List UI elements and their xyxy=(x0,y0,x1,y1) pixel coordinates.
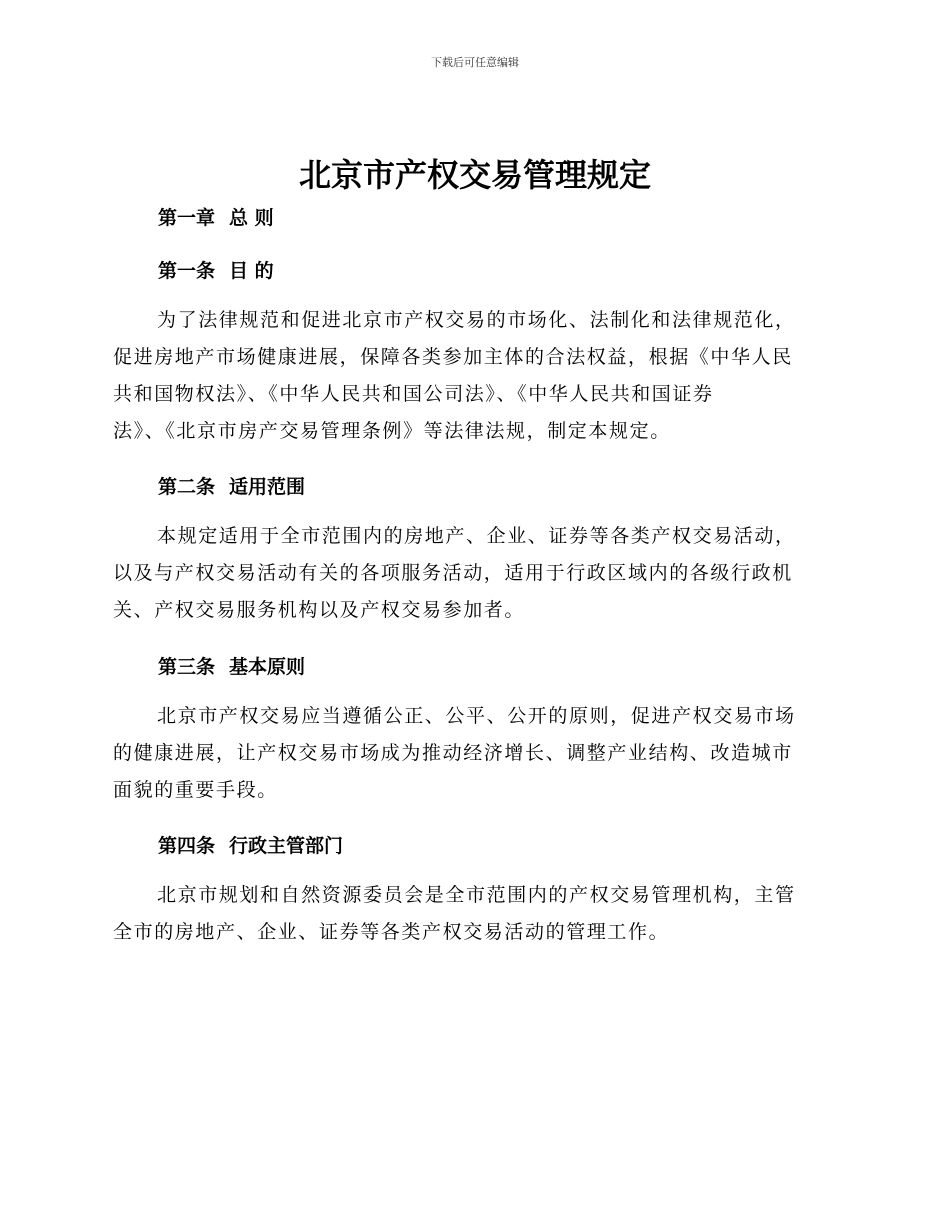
article-2-body xyxy=(113,518,829,629)
chapter-name: 总 则 xyxy=(229,207,274,229)
paragraph-line: 本规定适用于全市范围内的房地产、企业、证券等各类产权交易活动， xyxy=(157,525,796,547)
article-number: 第三条 xyxy=(158,656,216,678)
chapter-number: 第一章 xyxy=(158,207,216,229)
article-title: 行政主管部门 xyxy=(229,835,344,857)
paragraph-line: 共和国物权法》、《中华人民共和国公司法》、《中华人民共和国证券 xyxy=(113,383,714,405)
paragraph-line: 促进房地产市场健康进展，保障各类参加主体的合法权益，根据《中华人民 xyxy=(113,346,793,368)
article-3-heading xyxy=(158,652,305,679)
article-number: 第一条 xyxy=(158,260,216,282)
article-title: 目 的 xyxy=(229,260,274,282)
article-4-body xyxy=(113,877,829,951)
article-2-heading xyxy=(158,472,305,499)
article-title: 适用范围 xyxy=(229,476,306,498)
paragraph-line: 面貌的重要手段。 xyxy=(113,779,278,801)
paragraph-line: 北京市规划和自然资源委员会是全市范围内的产权交易管理机构，主管 xyxy=(157,884,796,906)
paragraph-line: 的健康进展，让产权交易市场成为推动经济增长、调整产业结构、改造城市 xyxy=(113,742,793,764)
document-title: 北京市产权交易管理规定 xyxy=(298,156,651,194)
article-title: 基本原则 xyxy=(229,656,306,678)
paragraph-line: 关、产权交易服务机构以及产权交易参加者。 xyxy=(113,599,526,621)
chapter-heading xyxy=(158,203,274,230)
article-1-heading xyxy=(158,256,274,283)
paragraph-line: 法》、《北京市房产交易管理条例》等法律法规，制定本规定。 xyxy=(113,420,671,442)
paragraph-line: 全市的房地产、企业、证券等各类产权交易活动的管理工作。 xyxy=(113,921,670,943)
paragraph-line: 为了法律规范和促进北京市产权交易的市场化、法制化和法律规范化， xyxy=(157,309,796,331)
page-header-note: 下载后可任意编辑 xyxy=(431,56,519,69)
article-number: 第四条 xyxy=(158,835,216,857)
paragraph-line: 北京市产权交易应当遵循公正、公平、公开的原则，促进产权交易市场 xyxy=(157,705,796,727)
article-number: 第二条 xyxy=(158,476,216,498)
article-1-body xyxy=(113,302,829,450)
paragraph-line: 以及与产权交易活动有关的各项服务活动，适用于行政区域内的各级行政机 xyxy=(113,562,793,584)
article-3-body xyxy=(113,698,829,809)
article-4-heading xyxy=(158,831,343,858)
